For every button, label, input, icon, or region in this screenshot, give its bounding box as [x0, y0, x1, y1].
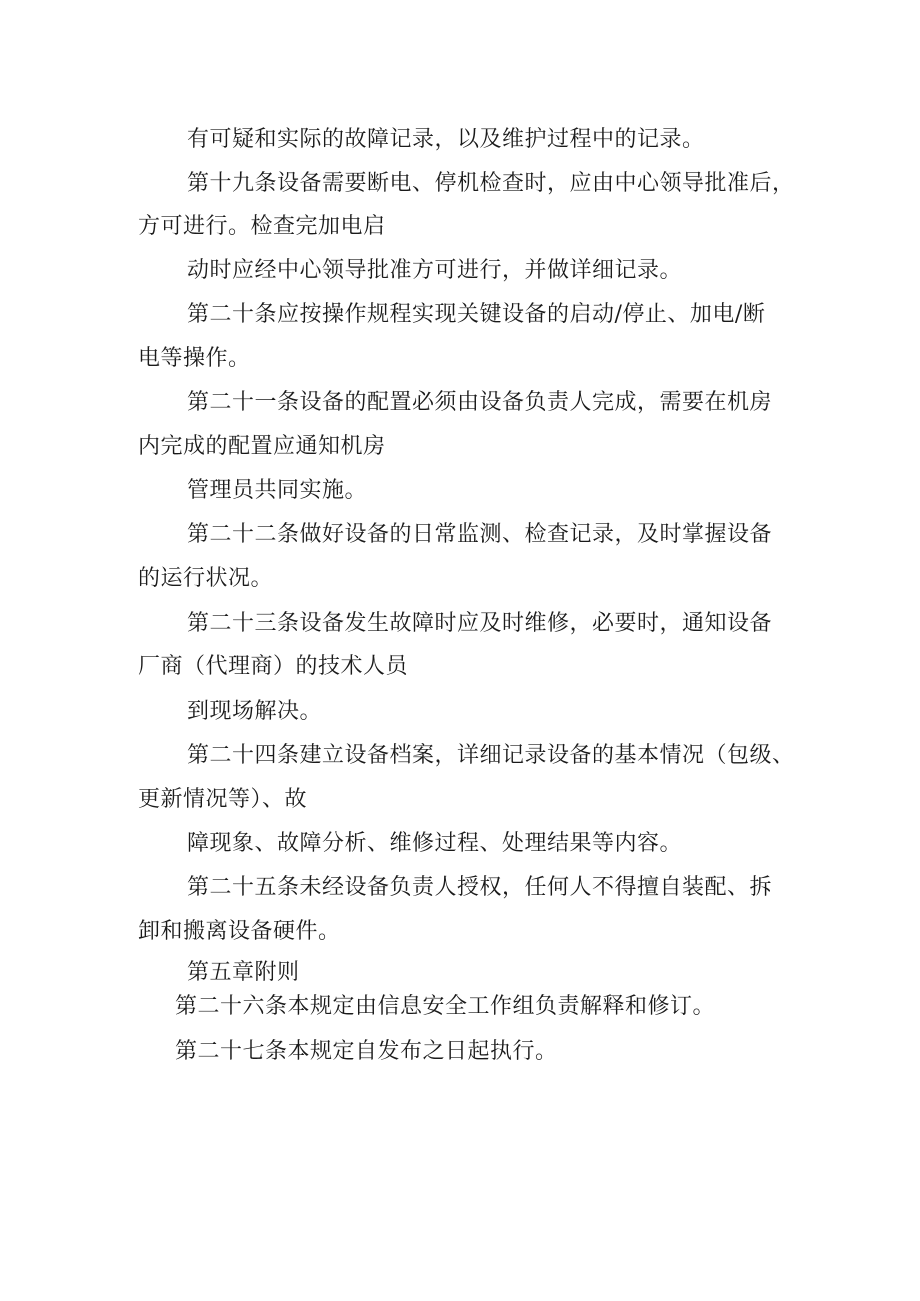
text-line: 厂商（代理商）的技术人员	[138, 654, 409, 679]
text-line: 方可进行。检查完加电启	[138, 214, 386, 239]
text-line: 到现场解决。	[187, 699, 323, 724]
text-line: 第十九条设备需要断电、停机检查时，应由中心领导批准后，	[187, 171, 795, 196]
text-line: 第二十条应按操作规程实现关键设备的启动/停止、加电/断	[187, 302, 766, 327]
text-line: 第二十四条建立设备档案，详细记录设备的基本情况（包级、	[187, 743, 795, 768]
text-line: 电等操作。	[138, 346, 251, 371]
text-line: 第二十三条设备发生故障时应及时维修，必要时，通知设备	[187, 611, 773, 636]
text-line: 第二十五条未经设备负责人授权，任何人不得擅自装配、拆	[187, 875, 773, 900]
text-line: 有可疑和实际的故障记录，以及维护过程中的记录。	[187, 127, 705, 152]
text-line: 第二十一条设备的配置必须由设备负责人完成，需要在机房	[187, 390, 773, 415]
text-line: 卸和搬离设备硬件。	[138, 919, 341, 944]
text-line: 动时应经中心领导批准方可进行，并做详细记录。	[187, 258, 683, 283]
text-line: 更新情况等）、故	[138, 787, 308, 812]
text-line: 的运行状况。	[138, 566, 274, 591]
text-line: 第二十二条做好设备的日常监测、检查记录，及时掌握设备	[187, 522, 773, 547]
text-line: 第二十六条本规定由信息安全工作组负责解释和修订。	[175, 994, 716, 1019]
text-line: 管理员共同实施。	[187, 478, 368, 503]
chapter-heading: 第五章附则	[187, 960, 300, 985]
text-line: 障现象、故障分析、维修过程、处理结果等内容。	[187, 831, 683, 856]
text-line: 第二十七条本规定自发布之日起执行。	[175, 1039, 558, 1064]
text-line: 内完成的配置应通知机房	[138, 434, 386, 459]
